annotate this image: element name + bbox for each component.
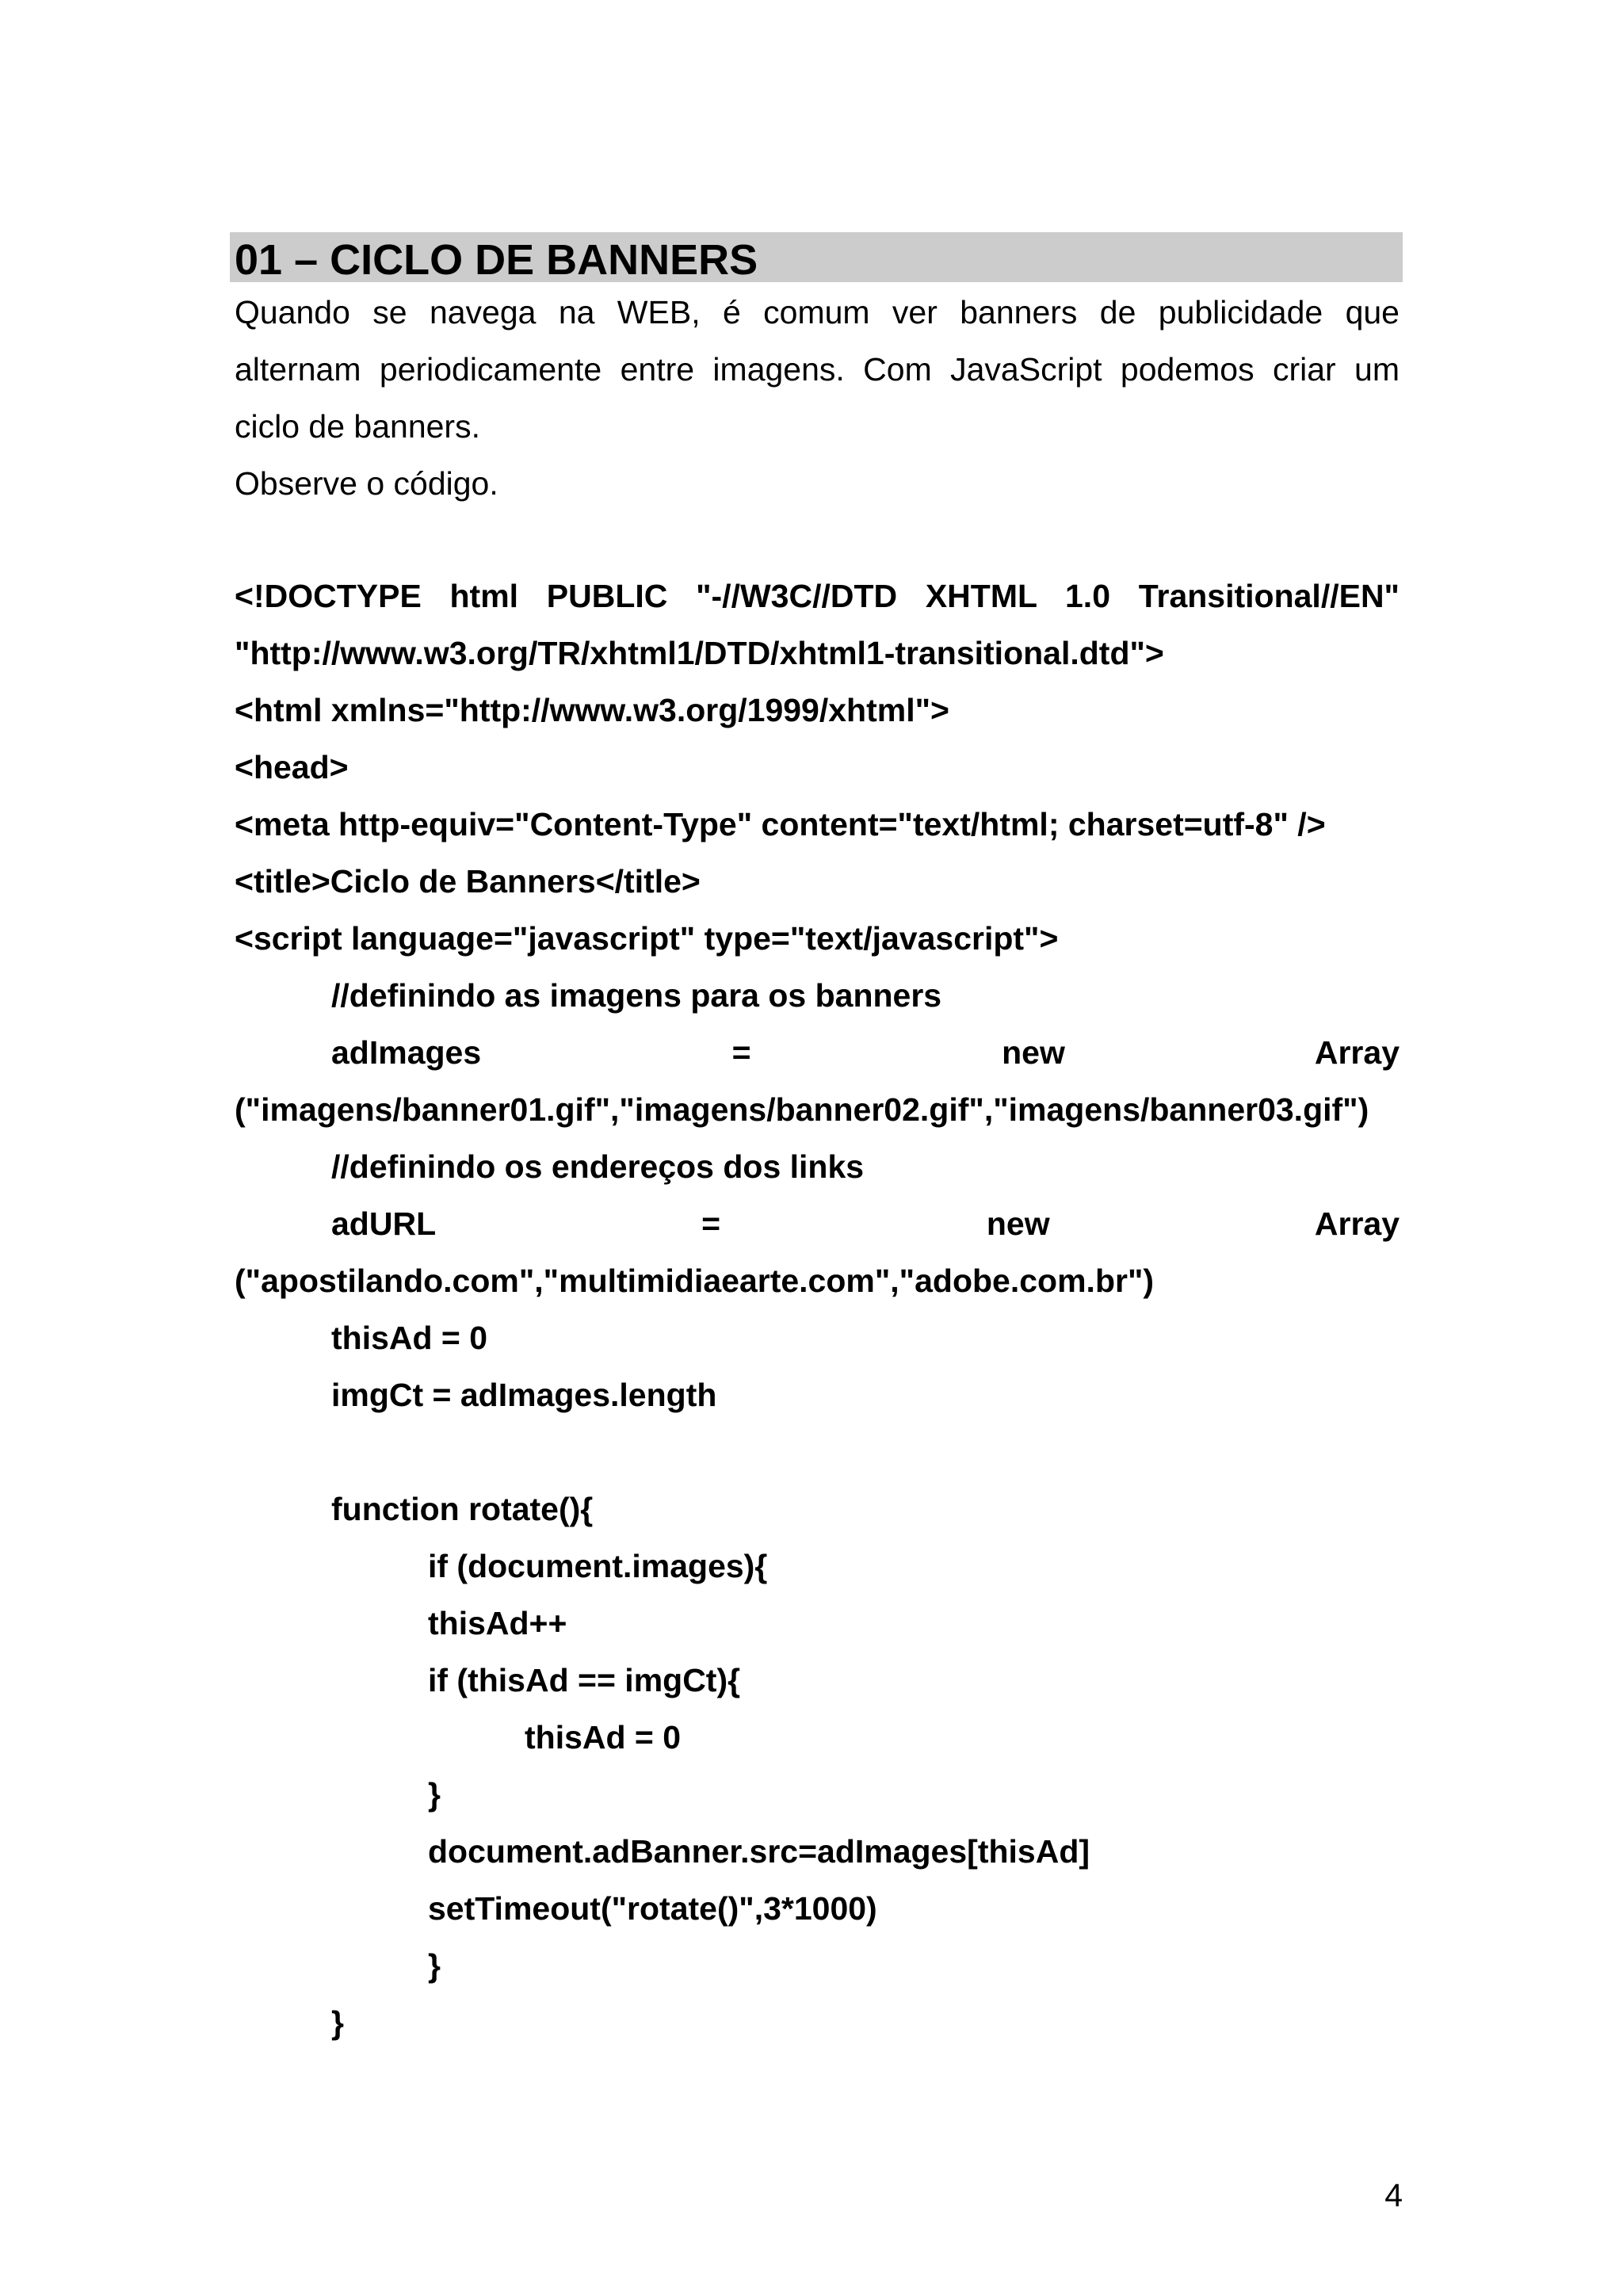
code-imgct: imgCt = adImages.length <box>331 1377 717 1413</box>
code-doctype-line-1: <!DOCTYPE html PUBLIC "-//W3C//DTD XHTML 1.0 Transitional//EN" <box>235 578 1400 614</box>
code-listing <box>235 567 1400 2051</box>
page-number: 4 <box>1384 2177 1403 2214</box>
intro-line-3: ciclo de banners. <box>235 408 480 445</box>
code-if-images: if (document.images){ <box>428 1548 768 1584</box>
code-head-open: <head> <box>235 749 349 785</box>
code-close-inner-if: } <box>428 1776 441 1813</box>
code-meta: <meta http-equiv="Content-Type" content="text/html; charset=utf-8" /> <box>235 806 1326 842</box>
code-thisad-reset: thisAd = 0 <box>525 1719 682 1755</box>
code-title: <title>Ciclo de Banners</title> <box>235 863 701 900</box>
code-function-open: function rotate(){ <box>331 1491 594 1527</box>
intro-line-2: alternam periodicamente entre imagens. Com JavaScript podemos criar um <box>235 351 1400 388</box>
intro-line-1: Quando se navega na WEB, é comum ver banners de publicidade que <box>235 294 1400 330</box>
code-adimages-line-2: ("imagens/banner01.gif","imagens/banner02.gif","imagens/banner03.gif") <box>235 1091 1369 1128</box>
observe-text: Observe o código. <box>235 465 498 502</box>
code-if-thisad: if (thisAd == imgCt){ <box>428 1662 741 1698</box>
code-close-function: } <box>331 2004 344 2041</box>
code-comment-links: //definindo os endereços dos links <box>331 1148 865 1185</box>
intro-paragraph <box>235 284 1400 512</box>
code-thisad-init: thisAd = 0 <box>331 1320 488 1356</box>
code-adurl-line-2: ("apostilando.com","multimidiaearte.com","adobe.com.br") <box>235 1263 1155 1299</box>
code-adurl-line-1: adURL = new Array <box>331 1205 1400 1242</box>
code-adimages-line-1: adImages = new Array <box>331 1034 1400 1071</box>
code-assign-src: document.adBanner.src=adImages[thisAd] <box>428 1833 1090 1870</box>
code-close-if: } <box>428 1947 441 1984</box>
code-comment-images: //definindo as imagens para os banners <box>331 977 942 1014</box>
code-settimeout: setTimeout("rotate()",3*1000) <box>428 1890 877 1927</box>
code-script-open: <script language="javascript" type="text/javascript"> <box>235 920 1059 957</box>
code-blank-line <box>235 1423 1400 1480</box>
code-doctype-line-2: "http://www.w3.org/TR/xhtml1/DTD/xhtml1-transitional.dtd"> <box>235 635 1164 671</box>
code-html-open: <html xmlns="http://www.w3.org/1999/xhtml"> <box>235 692 949 728</box>
code-thisad-increment: thisAd++ <box>428 1605 567 1641</box>
section-heading: 01 – CICLO DE BANNERS <box>235 236 758 284</box>
